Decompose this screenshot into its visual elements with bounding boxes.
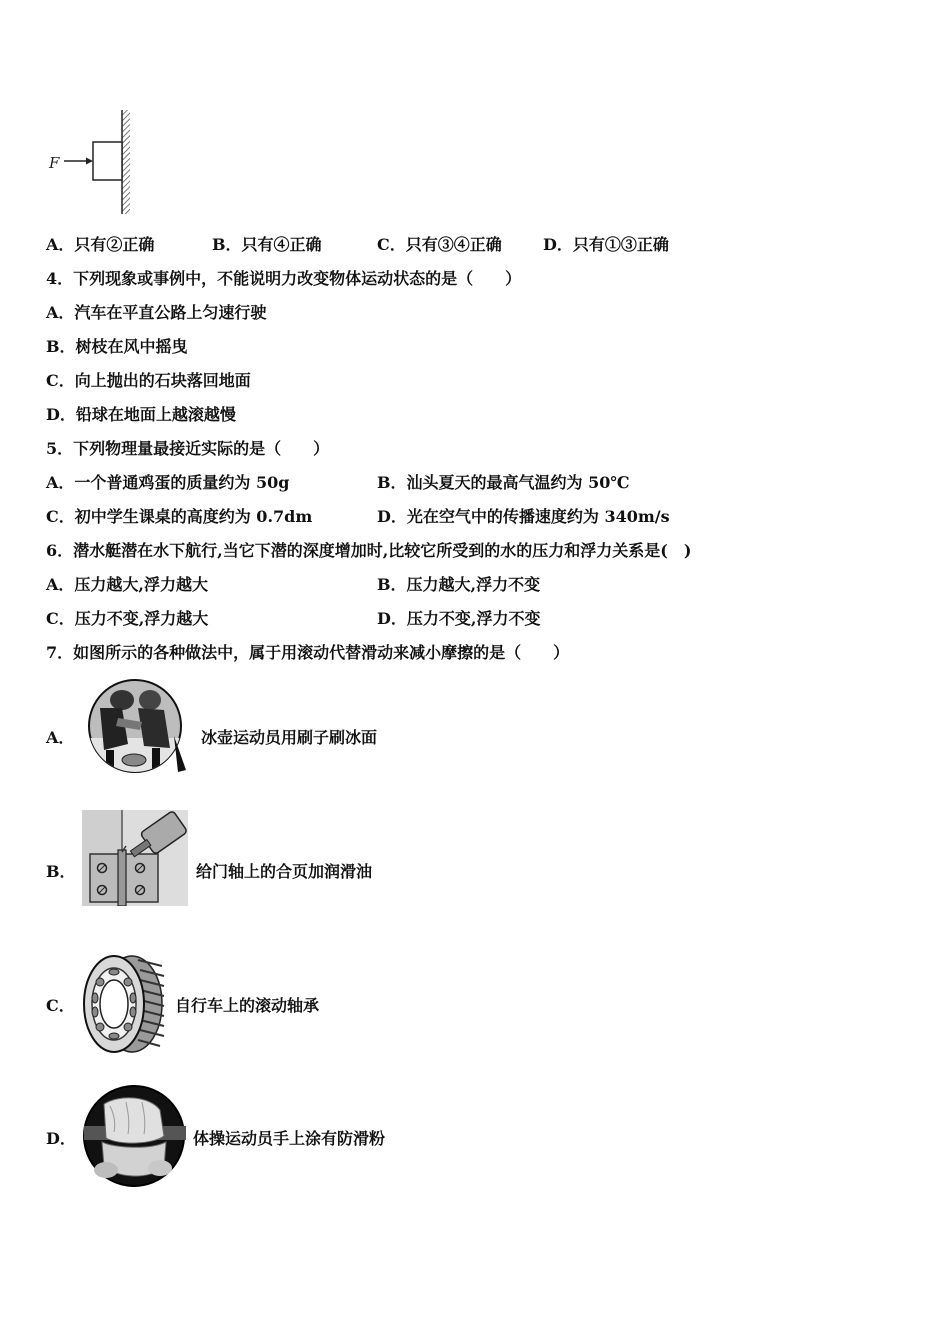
q6-option-d: D．压力不变,浮力不变 xyxy=(377,609,541,628)
q7-option-a-letter: A． xyxy=(46,728,75,747)
q5-option-a: A．一个普通鸡蛋的质量约为 50g xyxy=(46,473,290,492)
q5-stem: 5．下列物理量最接近实际的是（ ） xyxy=(46,439,330,458)
q3-option-b: B．只有④正确 xyxy=(212,235,322,254)
q5-option-c: C．初中学生课桌的高度约为 0.7dm xyxy=(46,507,313,526)
q6-option-c: C．压力不变,浮力越大 xyxy=(46,609,209,628)
q4-option-d: D．铅球在地面上越滚越慢 xyxy=(46,405,236,424)
force-wall-figure xyxy=(44,108,144,216)
q5-option-d: D．光在空气中的传播速度约为 340m/s xyxy=(377,507,670,526)
q6-option-a: A．压力越大,浮力越大 xyxy=(46,575,208,594)
q4-option-a: A．汽车在平直公路上匀速行驶 xyxy=(46,303,267,322)
q4-option-b: B．树枝在风中摇曳 xyxy=(46,337,188,356)
q3-option-d: D．只有①③正确 xyxy=(543,235,669,254)
q3-option-c: C．只有③④正确 xyxy=(377,235,502,254)
curling-photo-icon xyxy=(82,678,194,776)
q5-option-b: B．汕头夏天的最高气温约为 50℃ xyxy=(377,473,630,492)
q7-option-d-text: 体操运动员手上涂有防滑粉 xyxy=(193,1129,386,1148)
gymnast-hands-photo-icon xyxy=(80,1084,190,1188)
q6-option-b: B．压力越大,浮力不变 xyxy=(377,575,541,594)
roller-bearing-photo-icon xyxy=(80,952,166,1056)
q7-option-d-letter: D． xyxy=(46,1129,76,1148)
q4-option-c: C．向上抛出的石块落回地面 xyxy=(46,371,251,390)
q6-stem: 6．潜水艇潜在水下航行,当它下潜的深度增加时,比较它所受到的水的压力和浮力关系是( ) xyxy=(46,541,692,560)
q7-option-b-text: 给门轴上的合页加润滑油 xyxy=(196,862,373,881)
q7-option-b-letter: B． xyxy=(46,862,76,881)
q4-stem: 4．下列现象或事例中，不能说明力改变物体运动状态的是（ ） xyxy=(46,269,522,288)
q7-option-c-letter: C． xyxy=(46,996,75,1015)
q3-option-a: A．只有②正确 xyxy=(46,235,155,254)
q7-stem: 7．如图所示的各种做法中，属于用滚动代替滑动来减小摩擦的是（ ） xyxy=(46,643,570,662)
hinge-oil-photo-icon xyxy=(82,810,188,906)
q7-option-c-text: 自行车上的滚动轴承 xyxy=(175,996,320,1015)
q7-option-a-text: 冰壶运动员用刷子刷冰面 xyxy=(201,728,378,747)
force-label: F xyxy=(49,154,60,172)
